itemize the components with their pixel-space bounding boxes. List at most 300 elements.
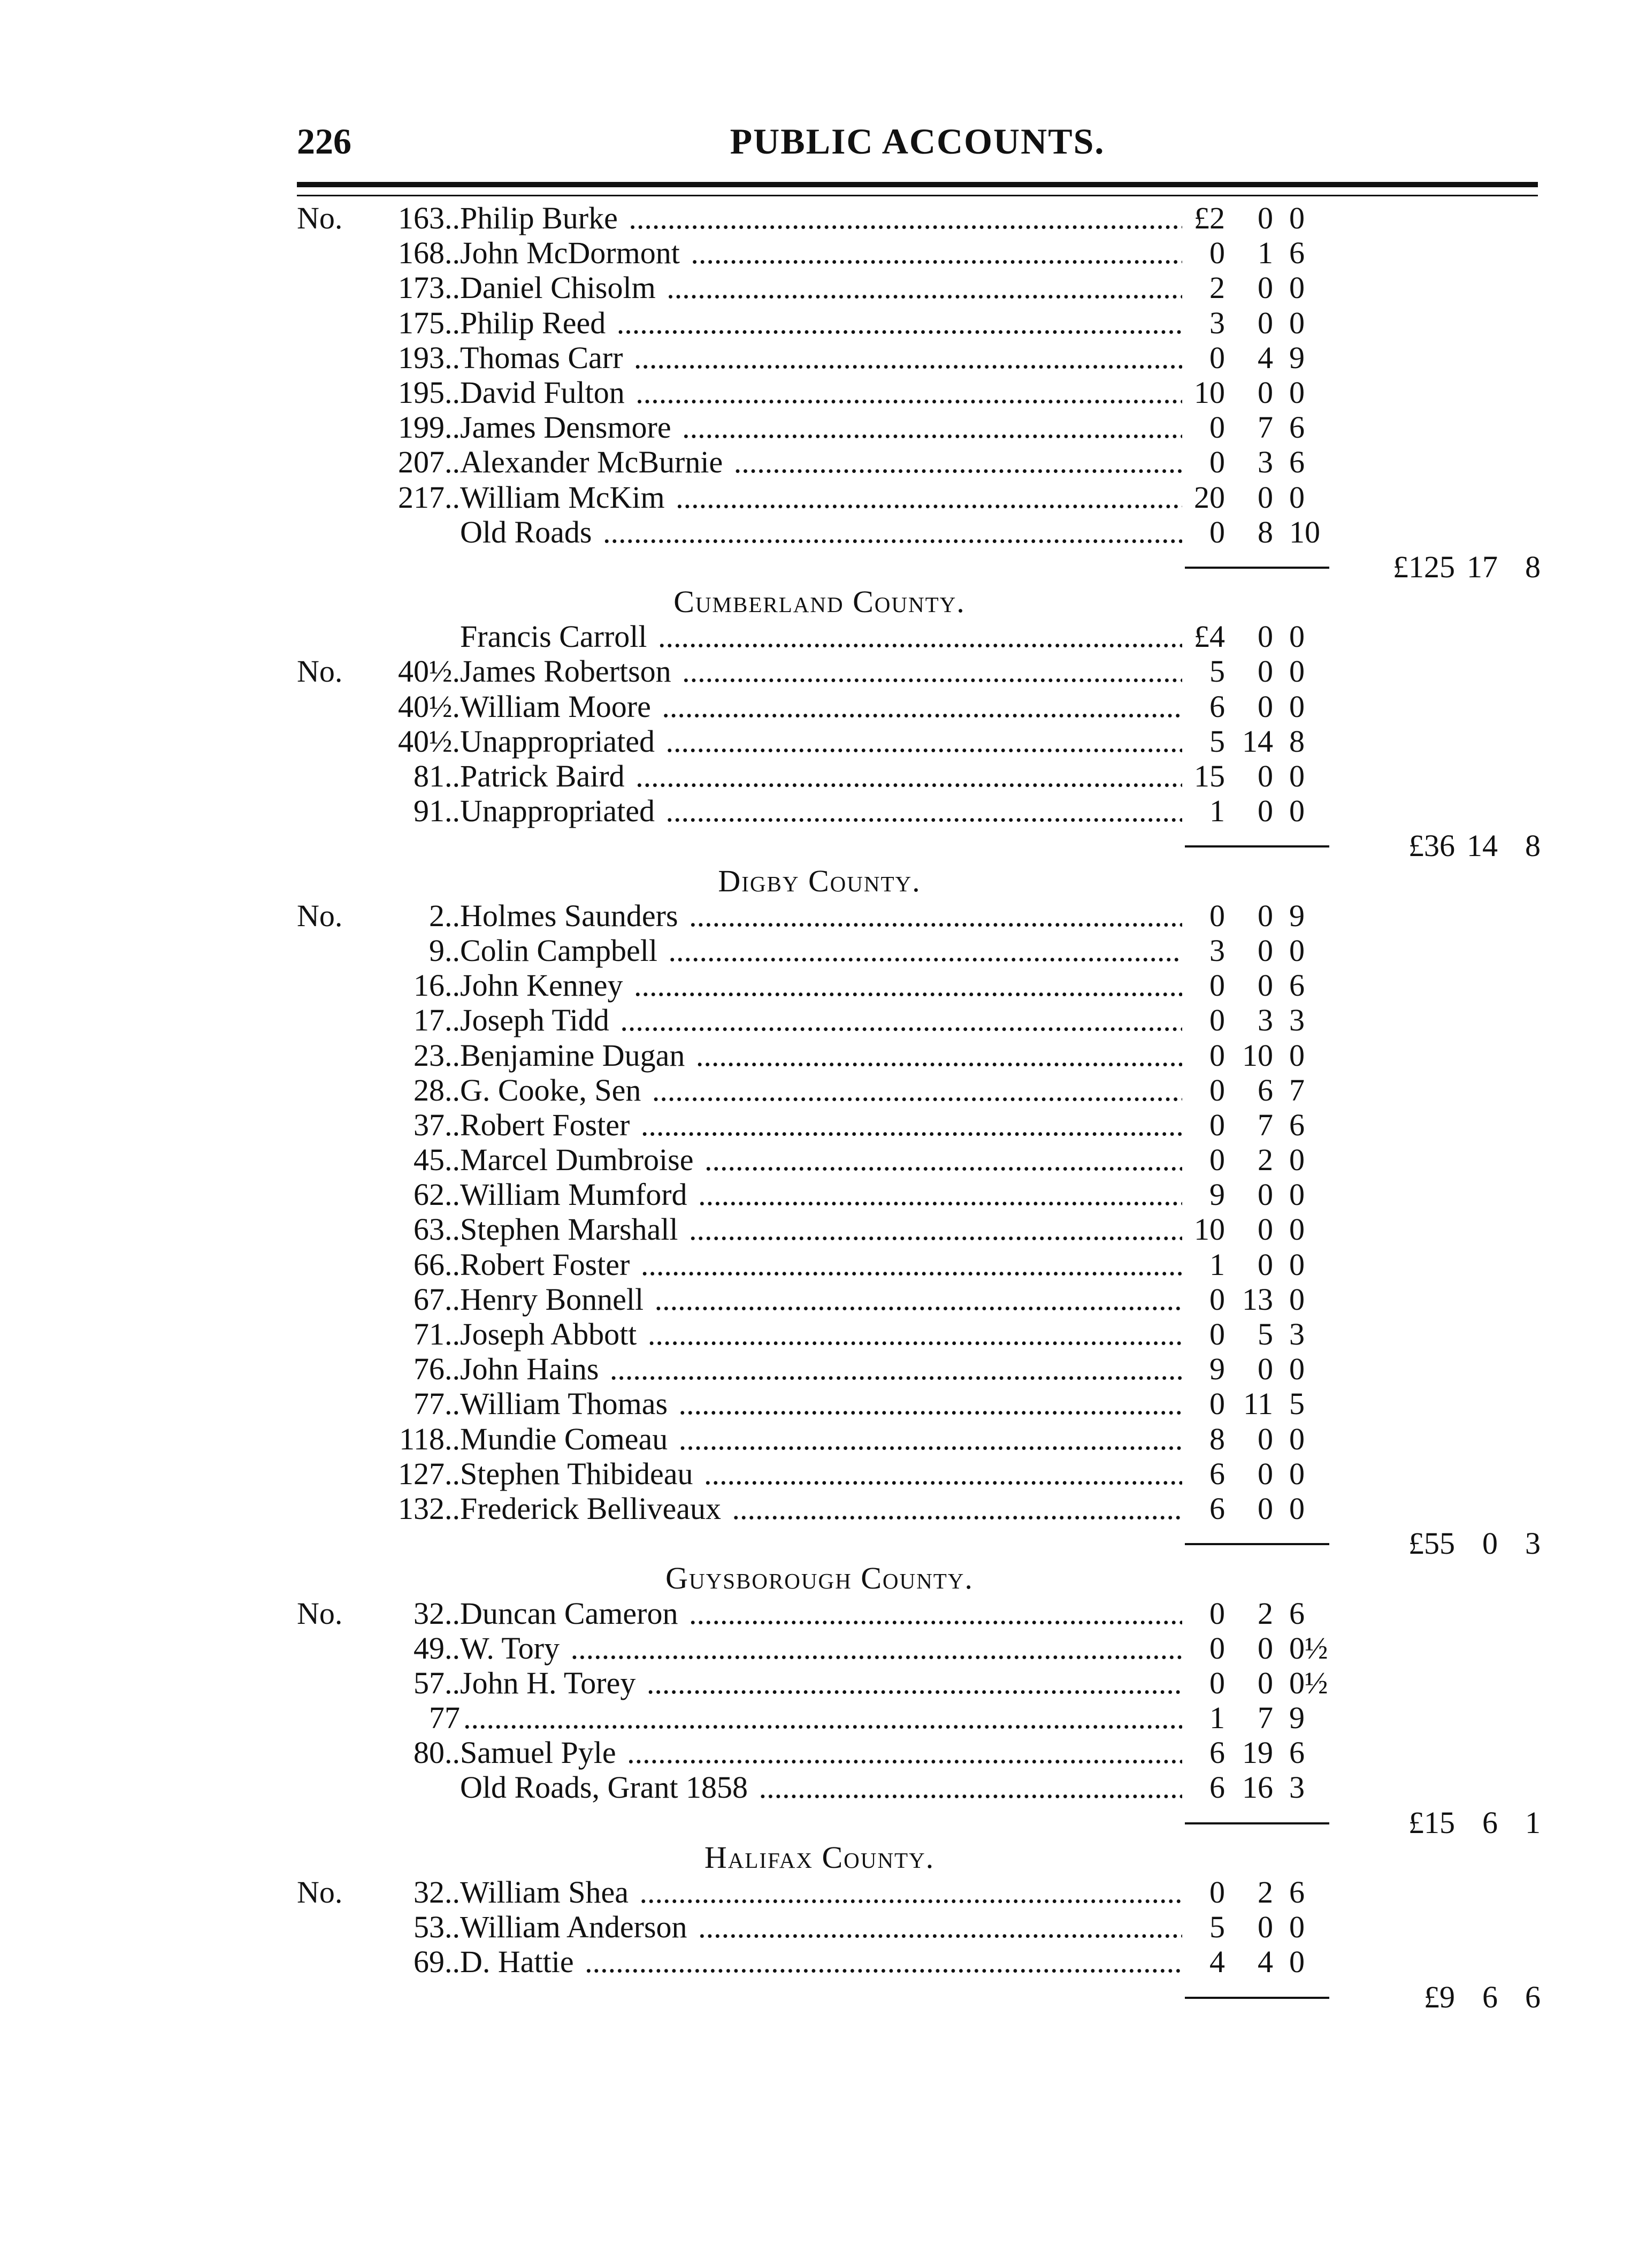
amount-pence: 0: [1289, 1281, 1305, 1317]
payee-name-text: [460, 1700, 463, 1735]
amount-shillings: 0: [1258, 654, 1273, 689]
amount-shillings: 13: [1242, 1281, 1273, 1317]
amount-pence: 0: [1289, 1491, 1305, 1526]
amount-pounds: 0: [1209, 1003, 1225, 1038]
total-shillings: 17: [1467, 549, 1498, 584]
payee-name-text: Colin Campbell: [460, 933, 661, 968]
amount-pence: 0: [1289, 1421, 1305, 1456]
payee-name: [460, 1596, 1182, 1631]
payee-name: [460, 1177, 1182, 1212]
payee-name: [460, 1631, 1182, 1666]
lot-number: 40½.: [398, 689, 460, 724]
amount-pence: 0: [1289, 654, 1305, 689]
amount-shillings: 0: [1258, 305, 1273, 340]
payee-name-text: Alexander McBurnie: [460, 445, 726, 479]
ledger-row: [0, 306, 1639, 340]
section-total-row: [0, 828, 1639, 863]
payee-name: [460, 759, 1182, 793]
payee-name-text: D. Hattie: [460, 1944, 577, 1979]
payee-name-text: G. Cooke, Sen: [460, 1073, 644, 1108]
total-pounds: £9: [1424, 1979, 1455, 2014]
amount-shillings: 3: [1258, 445, 1273, 480]
amount-shillings: 10: [1242, 1037, 1273, 1073]
amount-pence: 3: [1289, 1770, 1305, 1805]
amount-pence: 0: [1289, 1142, 1305, 1178]
amount-pounds: 10: [1194, 375, 1225, 410]
amount-pounds: 0: [1209, 445, 1225, 480]
ledger-row: [0, 201, 1639, 235]
ledger-row: [0, 1910, 1639, 1944]
amount-pounds: 0: [1209, 1317, 1225, 1351]
amount-pounds: 10: [1194, 1212, 1225, 1247]
payee-name-text: Holmes Saunders: [460, 898, 681, 933]
amount-pounds: 0: [1209, 340, 1225, 375]
amount-pounds: 5: [1209, 1910, 1225, 1945]
payee-name: [460, 689, 1182, 724]
payee-name: [460, 1700, 1182, 1735]
amount-shillings: 7: [1258, 1700, 1273, 1736]
section-total-row: [0, 1526, 1639, 1561]
payee-name: [460, 724, 1182, 759]
ledger-row: [0, 410, 1639, 445]
amount-shillings: 0: [1258, 479, 1273, 515]
payee-name-text: David Fulton: [460, 375, 628, 410]
amount-pence: 0: [1289, 793, 1305, 829]
amount-pounds: 0: [1209, 514, 1225, 549]
row-prefix: No.: [297, 1595, 343, 1631]
amount-pounds: 9: [1209, 1351, 1225, 1387]
amount-pence: 9: [1289, 1700, 1305, 1736]
payee-name-text: Frederick Belliveaux: [460, 1491, 724, 1526]
amount-shillings: 2: [1258, 1875, 1273, 1910]
page-number: 226: [297, 121, 351, 162]
payee-name: [460, 619, 1182, 654]
payee-name-text: Philip Burke: [460, 201, 621, 235]
county-heading: [0, 584, 1639, 619]
lot-number: 207..: [398, 445, 460, 480]
ledger-row: [0, 1003, 1639, 1037]
lot-number: 62..: [413, 1177, 460, 1212]
amount-shillings: 0: [1258, 968, 1273, 1003]
ledger-row: [0, 1142, 1639, 1177]
lot-number: 40½.: [398, 654, 460, 689]
amount-pence: 9: [1289, 898, 1305, 933]
payee-name: [460, 340, 1182, 375]
lot-number: 53..: [413, 1910, 460, 1945]
total-pounds: £125: [1393, 549, 1455, 584]
lot-number: 63..: [413, 1212, 460, 1247]
amount-pence: 0: [1289, 1456, 1305, 1491]
total-pence: 6: [1525, 1979, 1541, 2014]
amount-pence: 6: [1289, 1875, 1305, 1910]
payee-name: [460, 654, 1182, 689]
amount-pence: 0: [1289, 1247, 1305, 1282]
total-pence: 8: [1525, 549, 1541, 584]
ledger-row: [0, 515, 1639, 549]
amount-shillings: 0: [1258, 689, 1273, 724]
county-title: Digby County.: [718, 863, 921, 898]
amount-shillings: 5: [1258, 1317, 1273, 1351]
payee-name: [460, 1666, 1182, 1700]
amount-shillings: 7: [1258, 410, 1273, 445]
amount-shillings: 0: [1258, 1491, 1273, 1526]
ledger-row: [0, 793, 1639, 828]
payee-name: [460, 1282, 1182, 1317]
total-pence: 3: [1525, 1526, 1541, 1561]
payee-name: [460, 1910, 1182, 1944]
payee-name-text: John McDormont: [460, 235, 683, 270]
payee-name-text: Duncan Cameron: [460, 1596, 681, 1631]
running-title: PUBLIC ACCOUNTS.: [730, 121, 1105, 162]
lot-number: 118..: [399, 1421, 460, 1456]
lot-number: 69..: [413, 1944, 460, 1980]
section-total-row: [0, 1805, 1639, 1840]
payee-name-text: Daniel Chisolm: [460, 270, 659, 305]
payee-name: [460, 968, 1182, 1003]
amount-pence: 0: [1289, 1037, 1305, 1073]
payee-name-text: Patrick Baird: [460, 759, 628, 793]
amount-shillings: 0: [1258, 270, 1273, 306]
amount-pounds: 6: [1209, 1735, 1225, 1770]
row-prefix: No.: [297, 898, 343, 933]
total-rule: [1185, 1543, 1329, 1545]
amount-shillings: 3: [1258, 1003, 1273, 1038]
lot-number: 32..: [413, 1595, 460, 1631]
amount-pounds: 6: [1209, 689, 1225, 724]
ledger-row: [0, 1386, 1639, 1421]
ledger-row: [0, 445, 1639, 479]
lot-number: 173..: [398, 270, 460, 306]
lot-number: 163..: [398, 201, 460, 235]
payee-name: [460, 1491, 1182, 1526]
payee-name: [460, 1422, 1182, 1456]
lot-number: 2..: [429, 898, 460, 933]
payee-name-text: John H. Torey: [460, 1666, 639, 1700]
ledger-row: [0, 1073, 1639, 1108]
payee-name: [460, 1351, 1182, 1386]
total-rule: [1185, 1822, 1329, 1824]
amount-pence: 8: [1289, 723, 1305, 759]
ledger-row: [0, 759, 1639, 793]
amount-pence: 10: [1289, 514, 1320, 549]
payee-name-text: Joseph Tidd: [460, 1003, 612, 1037]
ledger-row: [0, 1456, 1639, 1491]
amount-pence: 0: [1289, 201, 1305, 235]
lot-number: 9..: [429, 933, 460, 968]
amount-shillings: 0: [1258, 1456, 1273, 1491]
lot-number: 80..: [413, 1735, 460, 1770]
amount-shillings: 0: [1258, 793, 1273, 829]
amount-pounds: 6: [1209, 1456, 1225, 1491]
amount-shillings: 0: [1258, 1421, 1273, 1456]
ledger-row: [0, 1700, 1639, 1735]
ledger-row: [0, 689, 1639, 724]
lot-number: 17..: [413, 1003, 460, 1038]
payee-name: [460, 201, 1182, 235]
amount-pounds: 2: [1209, 270, 1225, 306]
ledger-row: [0, 724, 1639, 759]
amount-shillings: 11: [1243, 1386, 1273, 1422]
county-title: Cumberland County.: [673, 584, 966, 620]
total-pence: 8: [1525, 828, 1541, 864]
amount-pounds: 0: [1209, 1595, 1225, 1631]
payee-name: [460, 410, 1182, 445]
ledger: [0, 201, 1639, 2014]
payee-name-text: Stephen Thibideau: [460, 1456, 696, 1491]
ledger-row: [0, 235, 1639, 270]
payee-name: [460, 1003, 1182, 1037]
total-rule: [1185, 845, 1329, 847]
lot-number: 57..: [413, 1665, 460, 1700]
payee-name: [460, 480, 1182, 515]
total-rule: [1185, 567, 1329, 569]
payee-name: [460, 1386, 1182, 1421]
amount-pence: 0: [1289, 1944, 1305, 1980]
amount-pence: 0: [1289, 689, 1305, 724]
amount-shillings: 0: [1258, 1665, 1273, 1700]
payee-name-text: Thomas Carr: [460, 340, 626, 375]
payee-name-text: Francis Carroll: [460, 619, 650, 654]
ledger-row: [0, 933, 1639, 968]
amount-pence: 0½: [1289, 1630, 1328, 1666]
payee-name: [460, 793, 1182, 828]
lot-number: 91..: [413, 793, 460, 829]
ledger-row: [0, 1735, 1639, 1770]
amount-shillings: 0: [1258, 1177, 1273, 1212]
amount-pence: 7: [1289, 1072, 1305, 1108]
ledger-row: [0, 1422, 1639, 1456]
payee-name-text: Robert Foster: [460, 1247, 633, 1282]
amount-shillings: 0: [1258, 201, 1273, 235]
ledger-row: [0, 1212, 1639, 1247]
amount-pence: 0: [1289, 270, 1305, 306]
payee-name: [460, 270, 1182, 305]
payee-name-text: Samuel Pyle: [460, 1735, 619, 1770]
amount-pounds: 9: [1209, 1177, 1225, 1212]
payee-name: [460, 235, 1182, 270]
county-title: Guysborough County.: [665, 1561, 974, 1596]
amount-shillings: 6: [1258, 1072, 1273, 1108]
payee-name: [460, 1944, 1182, 1979]
ledger-row: [0, 1875, 1639, 1910]
ledger-row: [0, 1177, 1639, 1212]
amount-shillings: 2: [1258, 1142, 1273, 1178]
county-title: Halifax County.: [704, 1839, 935, 1875]
amount-pounds: 0: [1209, 968, 1225, 1003]
payee-name: [460, 306, 1182, 340]
amount-pence: 0: [1289, 933, 1305, 968]
amount-pence: 6: [1289, 410, 1305, 445]
payee-name: [460, 1073, 1182, 1108]
amount-pounds: 0: [1209, 1630, 1225, 1666]
amount-pence: 9: [1289, 340, 1305, 375]
amount-pounds: 1: [1209, 1700, 1225, 1736]
ledger-row: [0, 898, 1639, 933]
ledger-row: [0, 1491, 1639, 1526]
county-heading: [0, 1561, 1639, 1595]
amount-pounds: £4: [1194, 619, 1225, 654]
amount-pounds: 5: [1209, 723, 1225, 759]
payee-name-text: James Robertson: [460, 654, 675, 689]
ledger-row: [0, 1596, 1639, 1631]
total-shillings: 6: [1482, 1979, 1498, 2014]
amount-pounds: 0: [1209, 898, 1225, 933]
payee-name: [460, 1875, 1182, 1910]
payee-name: [460, 1770, 1182, 1805]
section-total-row: [0, 549, 1639, 584]
amount-pence: 0: [1289, 1212, 1305, 1247]
amount-pence: 0: [1289, 479, 1305, 515]
amount-shillings: 1: [1258, 235, 1273, 271]
payee-name-text: Mundie Comeau: [460, 1422, 671, 1456]
amount-shillings: 0: [1258, 759, 1273, 793]
amount-shillings: 2: [1258, 1595, 1273, 1631]
lot-number: 28..: [413, 1072, 460, 1108]
amount-shillings: 0: [1258, 375, 1273, 410]
amount-pounds: 15: [1194, 759, 1225, 793]
amount-shillings: 0: [1258, 1351, 1273, 1387]
amount-shillings: 0: [1258, 898, 1273, 933]
amount-pence: 5: [1289, 1386, 1305, 1422]
amount-pounds: 0: [1209, 410, 1225, 445]
lot-number: 49..: [413, 1630, 460, 1666]
amount-pounds: 0: [1209, 1142, 1225, 1178]
payee-name-text: John Kenney: [460, 968, 626, 1003]
lot-number: 37..: [413, 1107, 460, 1142]
ledger-row: [0, 1282, 1639, 1317]
payee-name-text: William Moore: [460, 689, 654, 724]
ledger-row: [0, 1770, 1639, 1805]
lot-number: 77: [429, 1700, 460, 1736]
payee-name: [460, 1247, 1182, 1282]
amount-shillings: 14: [1242, 723, 1273, 759]
amount-shillings: 4: [1258, 340, 1273, 375]
total-pence: 1: [1525, 1805, 1541, 1840]
lot-number: 32..: [413, 1875, 460, 1910]
amount-shillings: 7: [1258, 1107, 1273, 1142]
payee-name-text: William Shea: [460, 1875, 632, 1910]
ledger-row: [0, 968, 1639, 1003]
amount-pounds: 1: [1209, 1247, 1225, 1282]
amount-shillings: 19: [1242, 1735, 1273, 1770]
payee-name-text: William McKim: [460, 480, 668, 515]
amount-pounds: 8: [1209, 1421, 1225, 1456]
amount-pence: 3: [1289, 1317, 1305, 1351]
ledger-row: [0, 1351, 1639, 1386]
amount-pence: 0: [1289, 305, 1305, 340]
payee-name: [460, 1317, 1182, 1351]
ledger-row: [0, 654, 1639, 689]
payee-name-text: Marcel Dumbroise: [460, 1142, 696, 1177]
total-shillings: 14: [1467, 828, 1498, 864]
amount-shillings: 4: [1258, 1944, 1273, 1980]
payee-name-text: Benjamine Dugan: [460, 1038, 688, 1073]
amount-shillings: 8: [1258, 514, 1273, 549]
payee-name: [460, 1456, 1182, 1491]
amount-pounds: 0: [1209, 1875, 1225, 1910]
total-rule: [1185, 1997, 1329, 1999]
amount-pence: 6: [1289, 1595, 1305, 1631]
amount-pounds: £2: [1194, 201, 1225, 235]
row-prefix: No.: [297, 654, 343, 689]
row-prefix: No.: [297, 201, 343, 235]
amount-shillings: 0: [1258, 1247, 1273, 1282]
payee-name: [460, 445, 1182, 479]
ledger-row: [0, 1631, 1639, 1666]
amount-pence: 6: [1289, 968, 1305, 1003]
row-prefix: No.: [297, 1875, 343, 1910]
lot-number: 67..: [413, 1281, 460, 1317]
amount-pounds: 3: [1209, 305, 1225, 340]
lot-number: 66..: [413, 1247, 460, 1282]
amount-pence: 6: [1289, 1735, 1305, 1770]
amount-shillings: 0: [1258, 1910, 1273, 1945]
lot-number: 45..: [413, 1142, 460, 1178]
lot-number: 199..: [398, 410, 460, 445]
amount-shillings: 0: [1258, 619, 1273, 654]
amount-pounds: 5: [1209, 654, 1225, 689]
amount-pence: 0: [1289, 1351, 1305, 1387]
payee-name-text: Henry Bonnell: [460, 1282, 647, 1317]
amount-pounds: 20: [1194, 479, 1225, 515]
lot-number: 195..: [398, 375, 460, 410]
amount-pence: 6: [1289, 235, 1305, 271]
ledger-row: [0, 375, 1639, 410]
total-pounds: £15: [1408, 1805, 1455, 1840]
lot-number: 40½.: [398, 723, 460, 759]
payee-name: [460, 1212, 1182, 1247]
payee-name: [460, 375, 1182, 410]
total-shillings: 6: [1482, 1805, 1498, 1840]
amount-pence: 6: [1289, 1107, 1305, 1142]
total-pounds: £55: [1408, 1526, 1455, 1561]
payee-name-text: William Mumford: [460, 1177, 691, 1212]
payee-name-text: William Thomas: [460, 1386, 671, 1421]
amount-pounds: 0: [1209, 235, 1225, 271]
ledger-row: [0, 1944, 1639, 1979]
payee-name-text: Unappropriated: [460, 724, 658, 759]
amount-pounds: 0: [1209, 1037, 1225, 1073]
ledger-row: [0, 1666, 1639, 1700]
county-heading: [0, 1840, 1639, 1875]
lot-number: 127..: [398, 1456, 460, 1491]
lot-number: 23..: [413, 1037, 460, 1073]
payee-name-text: Joseph Abbott: [460, 1317, 640, 1351]
payee-name: [460, 1108, 1182, 1142]
amount-pounds: 1: [1209, 793, 1225, 829]
payee-name: [460, 515, 1182, 549]
amount-shillings: 16: [1242, 1770, 1273, 1805]
amount-pounds: 4: [1209, 1944, 1225, 1980]
lot-number: 217..: [398, 479, 460, 515]
ledger-row: [0, 340, 1639, 375]
lot-number: 16..: [413, 968, 460, 1003]
lot-number: 76..: [413, 1351, 460, 1387]
ledger-row: [0, 1247, 1639, 1282]
amount-pounds: 6: [1209, 1491, 1225, 1526]
lot-number: 132..: [398, 1491, 460, 1526]
lot-number: 81..: [413, 759, 460, 793]
amount-pounds: 6: [1209, 1770, 1225, 1805]
amount-pence: 0: [1289, 759, 1305, 793]
section-total-row: [0, 1980, 1639, 2014]
amount-pounds: 0: [1209, 1281, 1225, 1317]
payee-name: [460, 1735, 1182, 1770]
payee-name-text: James Densmore: [460, 410, 675, 445]
amount-shillings: 0: [1258, 1630, 1273, 1666]
payee-name: [460, 1038, 1182, 1073]
lot-number: 168..: [398, 235, 460, 271]
